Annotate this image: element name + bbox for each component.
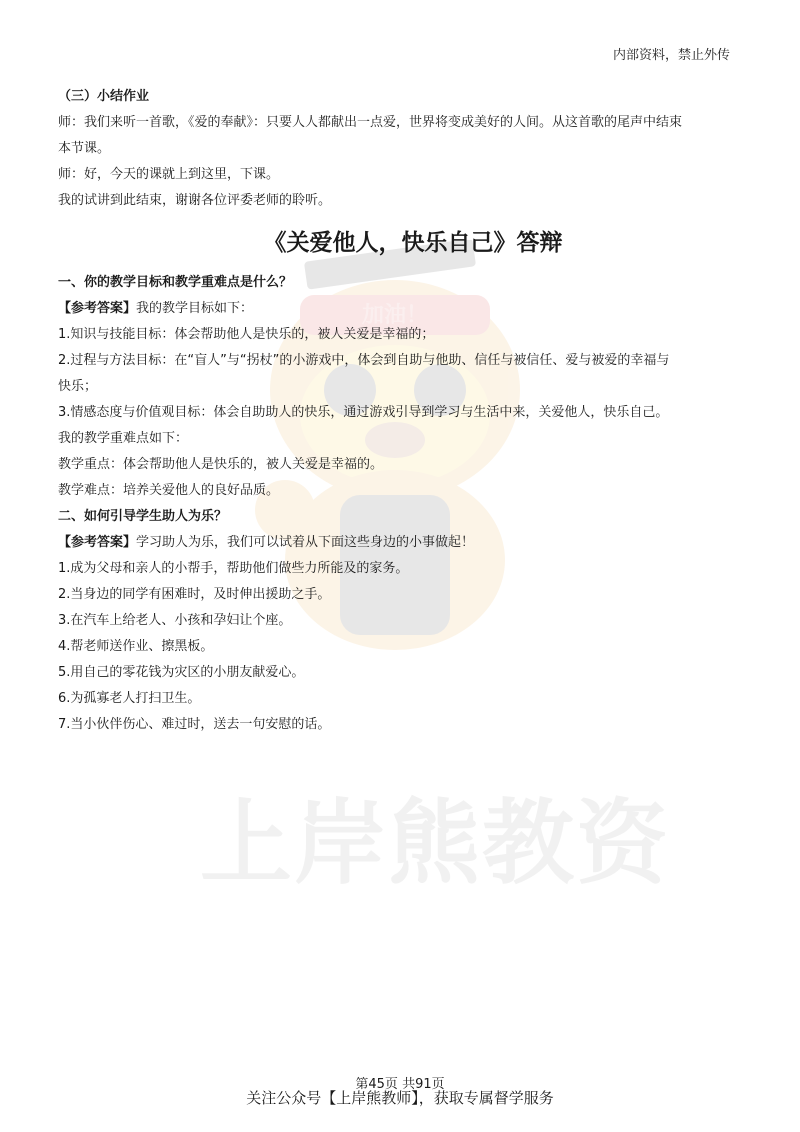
summary-line: 我的试讲到此结束，谢谢各位评委老师的聆听。 xyxy=(58,193,332,208)
mascot-badge-text: 加油！ xyxy=(361,303,429,328)
summary-line: 师：好，今天的课就上到这里，下课。 xyxy=(58,167,280,182)
answer-line: 我的教学重难点如下： xyxy=(58,431,189,446)
page-content xyxy=(58,84,748,738)
list-item: 7.当小伙伴伤心、难过时，送去一句安慰的话。 xyxy=(58,717,331,732)
answer-line: 教学难点：培养关爱他人的良好品质。 xyxy=(58,483,280,498)
summary-line: 师：我们来听一首歌，《爱的奉献》：只要人人都献出一点爱，世界将变成美好的人间。从这首歌的尾声中结束 xyxy=(58,115,683,130)
question-1-heading: 一、你的教学目标和教学重难点是什么？ xyxy=(58,275,293,290)
answer-label: 【参考答案】 xyxy=(58,301,137,316)
question-2-heading: 二、如何引导学生助人为乐？ xyxy=(58,509,228,524)
answer-line: 教学重点：体会帮助他人是快乐的，被人关爱是幸福的。 xyxy=(58,457,384,472)
list-item: 1.成为父母和亲人的小帮手，帮助他们做些力所能及的家务。 xyxy=(58,561,409,576)
watermark-text: 上岸熊教资 xyxy=(199,790,670,897)
question-1-answer-intro xyxy=(58,296,748,322)
page-title: 《关爱他人，快乐自己》答辩 xyxy=(263,229,563,256)
confidential-note: 内部资料，禁止外传 xyxy=(612,48,730,63)
list-item: 6.为孤寡老人打扫卫生。 xyxy=(58,691,201,706)
list-item: 2.当身边的同学有困难时，及时伸出援助之手。 xyxy=(58,587,331,602)
answer-line: 快乐； xyxy=(58,379,98,394)
list-item: 5.用自己的零花钱为灾区的小朋友献爱心。 xyxy=(58,665,305,680)
answer-line: 2.过程与方法目标：在“盲人”与“拐杖”的小游戏中，体会到自助与他助、信任与被信任、爱与被爱的幸福与 xyxy=(58,353,670,368)
summary-line: 本节课。 xyxy=(58,141,111,156)
answer-label: 【参考答案】 xyxy=(58,535,137,550)
answer-line: 3.情感态度与价值观目标：体会自助助人的快乐，通过游戏引导到学习与生活中来，关爱他人，快乐自己。 xyxy=(58,405,669,420)
summary-heading: （三）小结作业 xyxy=(58,89,150,104)
list-item: 4.帮老师送作业、擦黑板。 xyxy=(58,639,214,654)
answer-intro-text: 学习助人为乐，我们可以试着从下面这些身边的小事做起！ xyxy=(136,535,475,550)
answer-intro-text: 我的教学目标如下： xyxy=(136,301,254,316)
list-item: 3.在汽车上给老人、小孩和孕妇让个座。 xyxy=(58,613,292,628)
answer-line: 1.知识与技能目标：体会帮助他人是快乐的，被人关爱是幸福的； xyxy=(58,327,435,342)
question-2-answer-intro xyxy=(58,530,748,556)
page-number: 第45页 共91页 xyxy=(355,1077,445,1092)
footer-promo: 关注公众号【上岸熊教师】，获取专属督学服务 xyxy=(246,1089,554,1107)
